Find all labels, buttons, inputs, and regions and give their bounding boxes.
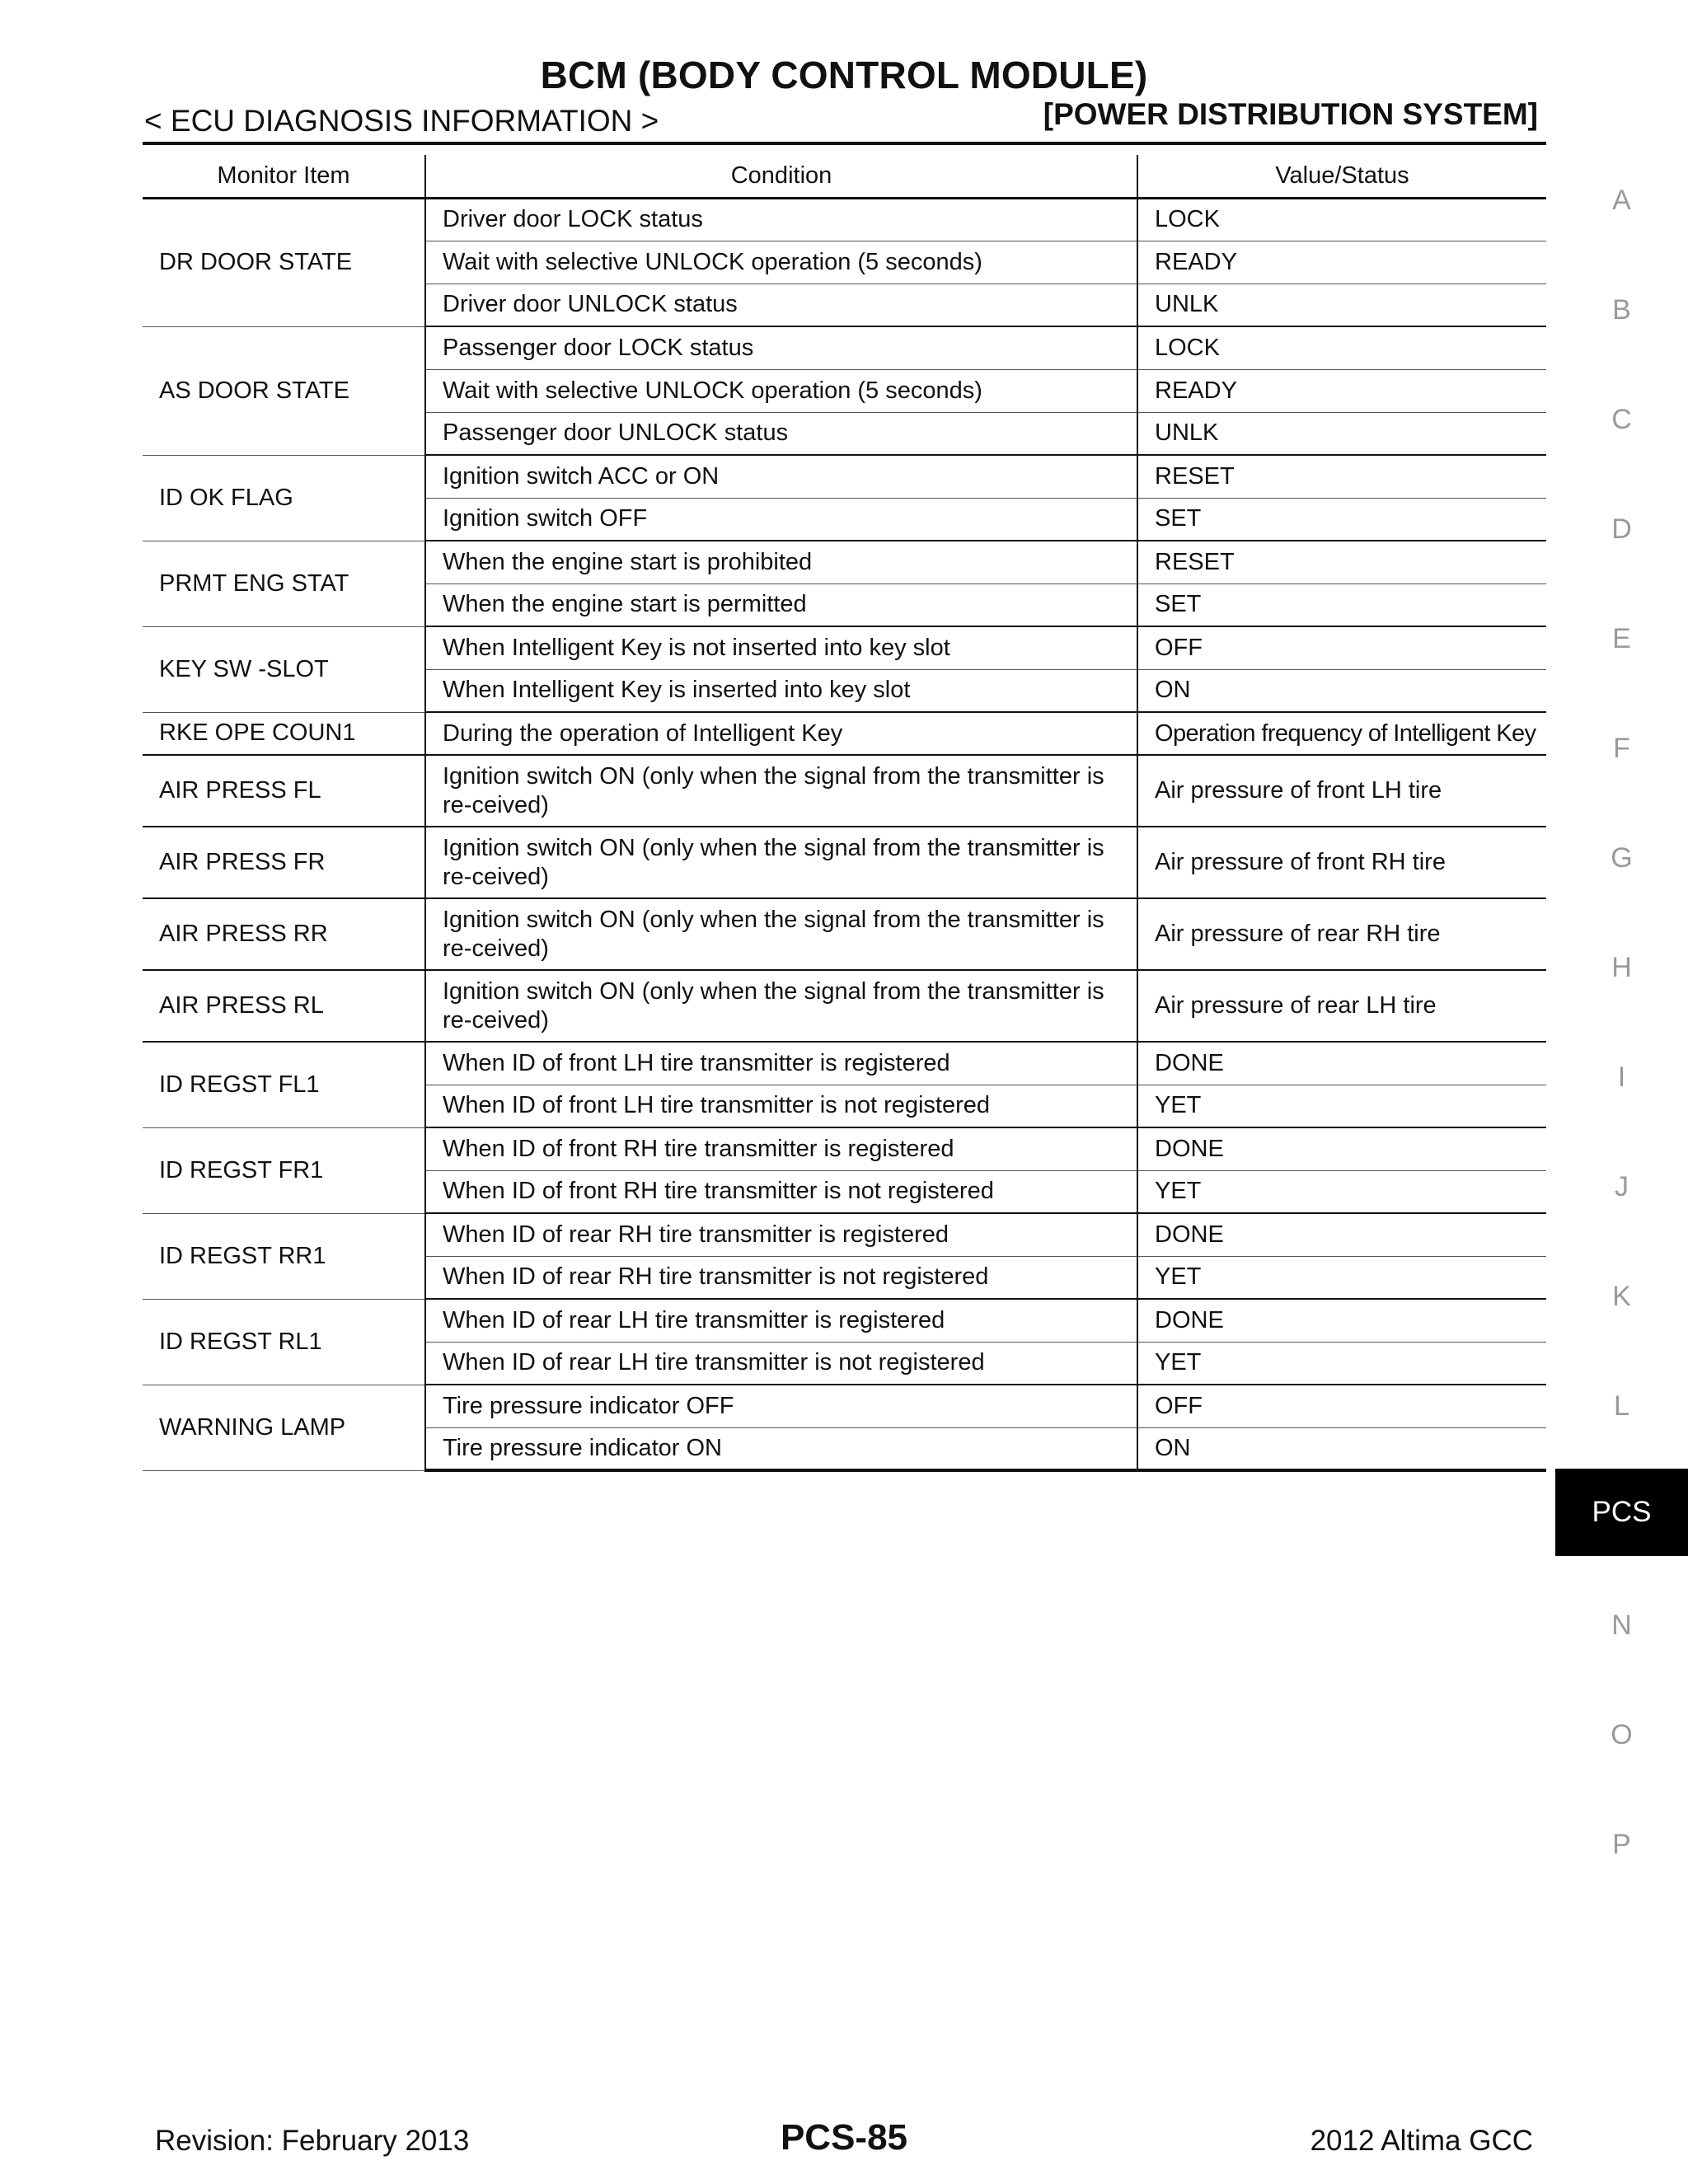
col-header-value-status: Value/Status bbox=[1137, 155, 1546, 198]
monitor-item: WARNING LAMP bbox=[143, 1385, 425, 1470]
monitor-item: ID REGST RR1 bbox=[143, 1213, 425, 1299]
value-cell: Air pressure of rear LH tire bbox=[1137, 970, 1546, 1042]
table-row bbox=[143, 541, 1546, 583]
condition-cell: Passenger door LOCK status bbox=[425, 326, 1137, 369]
condition-cell: Tire pressure indicator ON bbox=[425, 1427, 1137, 1470]
value-cell: DONE bbox=[1137, 1127, 1546, 1170]
value-cell: Operation frequency of Intelligent Key bbox=[1137, 712, 1546, 755]
monitor-item: RKE OPE COUN1 bbox=[143, 712, 425, 755]
header-rule bbox=[143, 142, 1546, 145]
vehicle-model: 2012 Altima GCC bbox=[1310, 2125, 1533, 2157]
condition-cell: Wait with selective UNLOCK operation (5 seconds) bbox=[425, 369, 1137, 412]
condition-cell: When ID of rear LH tire transmitter is registered bbox=[425, 1299, 1137, 1342]
monitor-item: ID REGST RL1 bbox=[143, 1299, 425, 1385]
value-cell: LOCK bbox=[1137, 198, 1546, 241]
condition-cell: When ID of rear LH tire transmitter is not registered bbox=[425, 1342, 1137, 1385]
condition-cell: Tire pressure indicator OFF bbox=[425, 1385, 1137, 1427]
value-cell: ON bbox=[1137, 1427, 1546, 1470]
table-row bbox=[143, 1299, 1546, 1342]
condition-cell: When ID of front RH tire transmitter is not registered bbox=[425, 1170, 1137, 1213]
monitor-item: AIR PRESS FR bbox=[143, 827, 425, 898]
value-cell: YET bbox=[1137, 1085, 1546, 1127]
value-cell: YET bbox=[1137, 1342, 1546, 1385]
condition-cell: Ignition switch ACC or ON bbox=[425, 455, 1137, 498]
value-cell: SET bbox=[1137, 498, 1546, 541]
tab-p[interactable]: P bbox=[1612, 1829, 1631, 1860]
tab-d[interactable]: D bbox=[1611, 513, 1632, 545]
table-header-row bbox=[143, 155, 1546, 198]
condition-cell: Driver door LOCK status bbox=[425, 198, 1137, 241]
page-number: PCS-85 bbox=[780, 2117, 908, 2158]
table-row bbox=[143, 712, 1546, 755]
monitor-item: AIR PRESS RR bbox=[143, 898, 425, 970]
value-cell: LOCK bbox=[1137, 326, 1546, 369]
value-cell: SET bbox=[1137, 583, 1546, 626]
monitor-item: KEY SW -SLOT bbox=[143, 626, 425, 712]
tab-g[interactable]: G bbox=[1611, 842, 1633, 874]
monitor-item: AS DOOR STATE bbox=[143, 326, 425, 455]
value-cell: DONE bbox=[1137, 1042, 1546, 1085]
revision-date: Revision: February 2013 bbox=[155, 2125, 470, 2157]
monitor-item: AIR PRESS FL bbox=[143, 755, 425, 827]
value-cell: YET bbox=[1137, 1170, 1546, 1213]
value-cell: RESET bbox=[1137, 455, 1546, 498]
table-row bbox=[143, 1127, 1546, 1170]
table-row bbox=[143, 970, 1546, 1042]
table-row bbox=[143, 1385, 1546, 1427]
condition-cell: When Intelligent Key is inserted into key slot bbox=[425, 669, 1137, 712]
tab-k[interactable]: K bbox=[1612, 1281, 1631, 1312]
tab-l[interactable]: L bbox=[1614, 1390, 1629, 1422]
table-row bbox=[143, 198, 1546, 241]
condition-cell: When Intelligent Key is not inserted into key slot bbox=[425, 626, 1137, 669]
table-row bbox=[143, 455, 1546, 498]
table-row bbox=[143, 626, 1546, 669]
tab-b[interactable]: B bbox=[1612, 294, 1631, 326]
condition-cell: When ID of front LH tire transmitter is registered bbox=[425, 1042, 1137, 1085]
condition-cell: Ignition switch ON (only when the signal from the transmitter is re-ceived) bbox=[425, 970, 1137, 1042]
monitor-item: ID REGST FR1 bbox=[143, 1127, 425, 1213]
monitor-table bbox=[143, 155, 1546, 1472]
tab-a[interactable]: A bbox=[1612, 185, 1631, 216]
value-cell: UNLK bbox=[1137, 412, 1546, 455]
condition-cell: Passenger door UNLOCK status bbox=[425, 412, 1137, 455]
value-cell: READY bbox=[1137, 369, 1546, 412]
table-row bbox=[143, 1042, 1546, 1085]
value-cell: ON bbox=[1137, 669, 1546, 712]
monitor-item: DR DOOR STATE bbox=[143, 198, 425, 326]
condition-cell: Ignition switch ON (only when the signal from the transmitter is re-ceived) bbox=[425, 755, 1137, 827]
col-header-condition: Condition bbox=[425, 155, 1137, 198]
tab-e[interactable]: E bbox=[1612, 623, 1631, 654]
value-cell: DONE bbox=[1137, 1299, 1546, 1342]
condition-cell: When ID of rear RH tire transmitter is registered bbox=[425, 1213, 1137, 1256]
tab-o[interactable]: O bbox=[1611, 1719, 1633, 1750]
section-index-tabs bbox=[1555, 0, 1688, 2184]
tab-f[interactable]: F bbox=[1613, 733, 1630, 764]
value-cell: Air pressure of front RH tire bbox=[1137, 827, 1546, 898]
condition-cell: When ID of front RH tire transmitter is registered bbox=[425, 1127, 1137, 1170]
condition-cell: When the engine start is permitted bbox=[425, 583, 1137, 626]
condition-cell: Wait with selective UNLOCK operation (5 seconds) bbox=[425, 241, 1137, 284]
value-cell: Air pressure of rear RH tire bbox=[1137, 898, 1546, 970]
condition-cell: When ID of rear RH tire transmitter is not registered bbox=[425, 1256, 1137, 1299]
value-cell: DONE bbox=[1137, 1213, 1546, 1256]
condition-cell: When ID of front LH tire transmitter is not registered bbox=[425, 1085, 1137, 1127]
condition-cell: Driver door UNLOCK status bbox=[425, 284, 1137, 326]
page-title: BCM (BODY CONTROL MODULE) bbox=[540, 54, 1148, 96]
value-cell: READY bbox=[1137, 241, 1546, 284]
tab-i[interactable]: I bbox=[1617, 1062, 1626, 1093]
tab-n[interactable]: N bbox=[1611, 1610, 1632, 1641]
table-row bbox=[143, 1213, 1546, 1256]
condition-cell: During the operation of Intelligent Key bbox=[425, 712, 1137, 755]
condition-cell: When the engine start is prohibited bbox=[425, 541, 1137, 583]
monitor-item: PRMT ENG STAT bbox=[143, 541, 425, 626]
monitor-item: AIR PRESS RL bbox=[143, 970, 425, 1042]
table-row bbox=[143, 755, 1546, 827]
monitor-item: ID REGST FL1 bbox=[143, 1042, 425, 1127]
tab-pcs-active[interactable]: PCS bbox=[1555, 1469, 1688, 1556]
value-cell: OFF bbox=[1137, 626, 1546, 669]
value-cell: YET bbox=[1137, 1256, 1546, 1299]
condition-cell: Ignition switch ON (only when the signal from the transmitter is re-ceived) bbox=[425, 827, 1137, 898]
table-row bbox=[143, 898, 1546, 970]
col-header-monitor-item: Monitor Item bbox=[143, 155, 425, 198]
tab-c[interactable]: C bbox=[1611, 404, 1632, 435]
table-row bbox=[143, 827, 1546, 898]
condition-cell: Ignition switch ON (only when the signal from the transmitter is re-ceived) bbox=[425, 898, 1137, 970]
value-cell: UNLK bbox=[1137, 284, 1546, 326]
system-label: [POWER DISTRIBUTION SYSTEM] bbox=[1043, 97, 1538, 131]
monitor-item: ID OK FLAG bbox=[143, 455, 425, 541]
tab-j[interactable]: J bbox=[1615, 1171, 1629, 1202]
tab-h[interactable]: H bbox=[1611, 952, 1632, 983]
value-cell: Air pressure of front LH tire bbox=[1137, 755, 1546, 827]
section-label: < ECU DIAGNOSIS INFORMATION > bbox=[144, 104, 659, 138]
value-cell: RESET bbox=[1137, 541, 1546, 583]
condition-cell: Ignition switch OFF bbox=[425, 498, 1137, 541]
value-cell: OFF bbox=[1137, 1385, 1546, 1427]
table-row bbox=[143, 326, 1546, 369]
